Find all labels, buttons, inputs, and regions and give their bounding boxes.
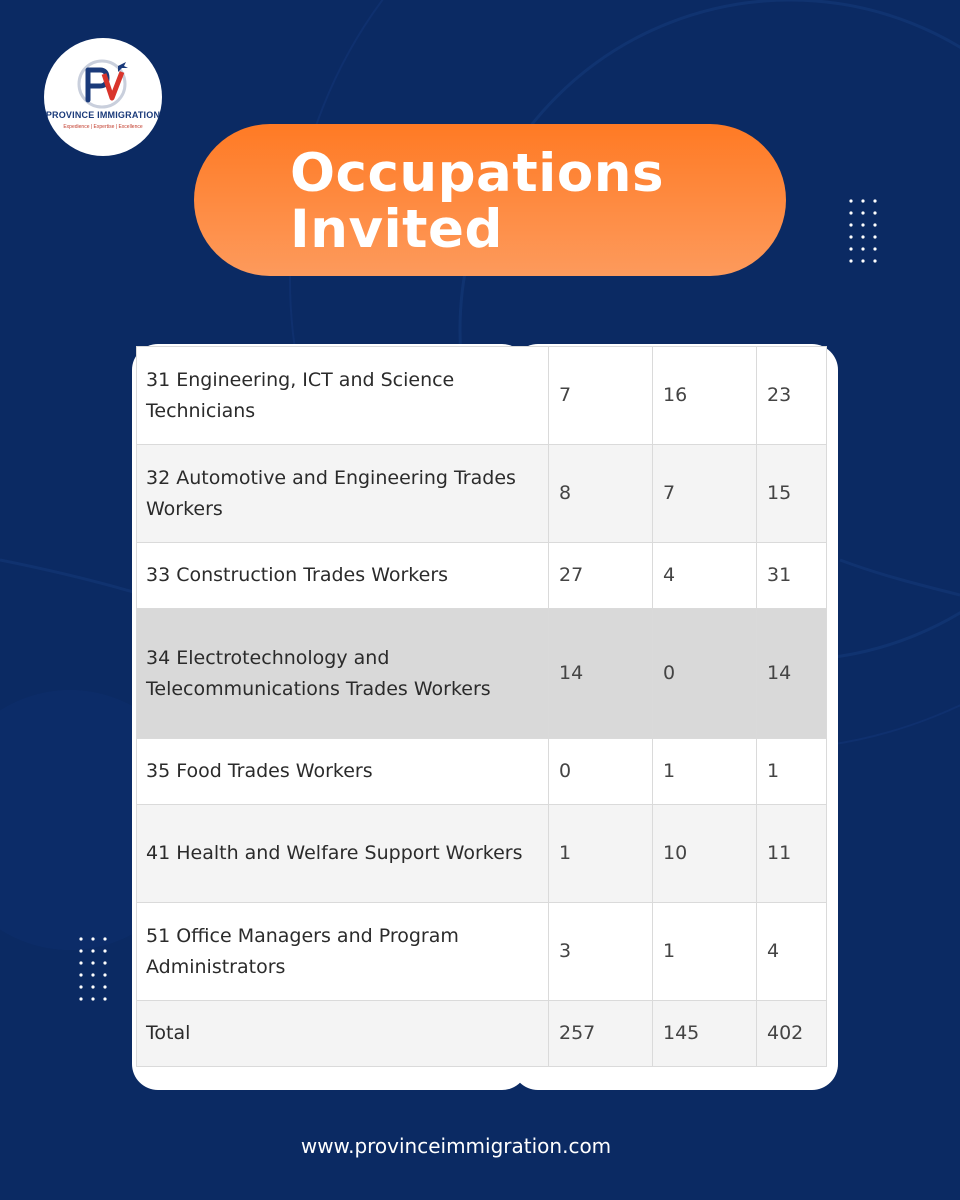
title-line-2: Invited [290,199,503,260]
brand-name: PROVINCE IMMIGRATION [45,110,161,120]
value-cell-1: 3 [549,903,653,1001]
occupation-cell: 32 Automotive and Engineering Trades Workers [137,445,549,543]
value-cell-2: 4 [653,543,757,609]
table-row [137,609,827,739]
value-cell-2: 0 [653,609,757,739]
value-cell-2: 16 [653,347,757,445]
dots-decoration-left [78,936,112,1002]
dots-decoration-right [848,198,882,264]
value-cell-3: 11 [757,805,827,903]
total-value-cell-2: 145 [653,1001,757,1067]
value-cell-3: 23 [757,347,827,445]
value-cell-3: 1 [757,739,827,805]
table-row [137,739,827,805]
total-value-cell-1: 257 [549,1001,653,1067]
value-cell-1: 1 [549,805,653,903]
value-cell-3: 4 [757,903,827,1001]
value-cell-2: 1 [653,739,757,805]
occupation-cell: 35 Food Trades Workers [137,739,549,805]
table-row [137,445,827,543]
value-cell-1: 7 [549,347,653,445]
occupation-cell: 33 Construction Trades Workers [137,543,549,609]
occupations-table [136,346,827,1067]
website-link[interactable]: www.provinceimmigration.com [300,1134,612,1158]
value-cell-3: 14 [757,609,827,739]
value-cell-2: 1 [653,903,757,1001]
total-label-cell: Total [137,1001,549,1067]
value-cell-2: 7 [653,445,757,543]
brand-tagline: Expedience | Expertise | Excellence [63,124,143,130]
pv-monogram-icon [74,56,132,110]
table-row [137,805,827,903]
brand-logo [44,38,162,156]
value-cell-1: 14 [549,609,653,739]
table-row [137,543,827,609]
value-cell-1: 27 [549,543,653,609]
table-row-total [137,1001,827,1067]
title-line-1: Occupations [290,143,665,204]
occupation-cell: 31 Engineering, ICT and Science Technicians [137,347,549,445]
title-banner [194,124,786,276]
value-cell-3: 31 [757,543,827,609]
table-row [137,903,827,1001]
page-title [290,143,665,260]
occupation-cell: 51 Office Managers and Program Administrators [137,903,549,1001]
value-cell-3: 15 [757,445,827,543]
value-cell-1: 8 [549,445,653,543]
total-value-cell-3: 402 [757,1001,827,1067]
occupation-cell: 34 Electrotechnology and Telecommunications Trades Workers [137,609,549,739]
occupation-cell: 41 Health and Welfare Support Workers [137,805,549,903]
value-cell-2: 10 [653,805,757,903]
table-row [137,347,827,445]
value-cell-1: 0 [549,739,653,805]
